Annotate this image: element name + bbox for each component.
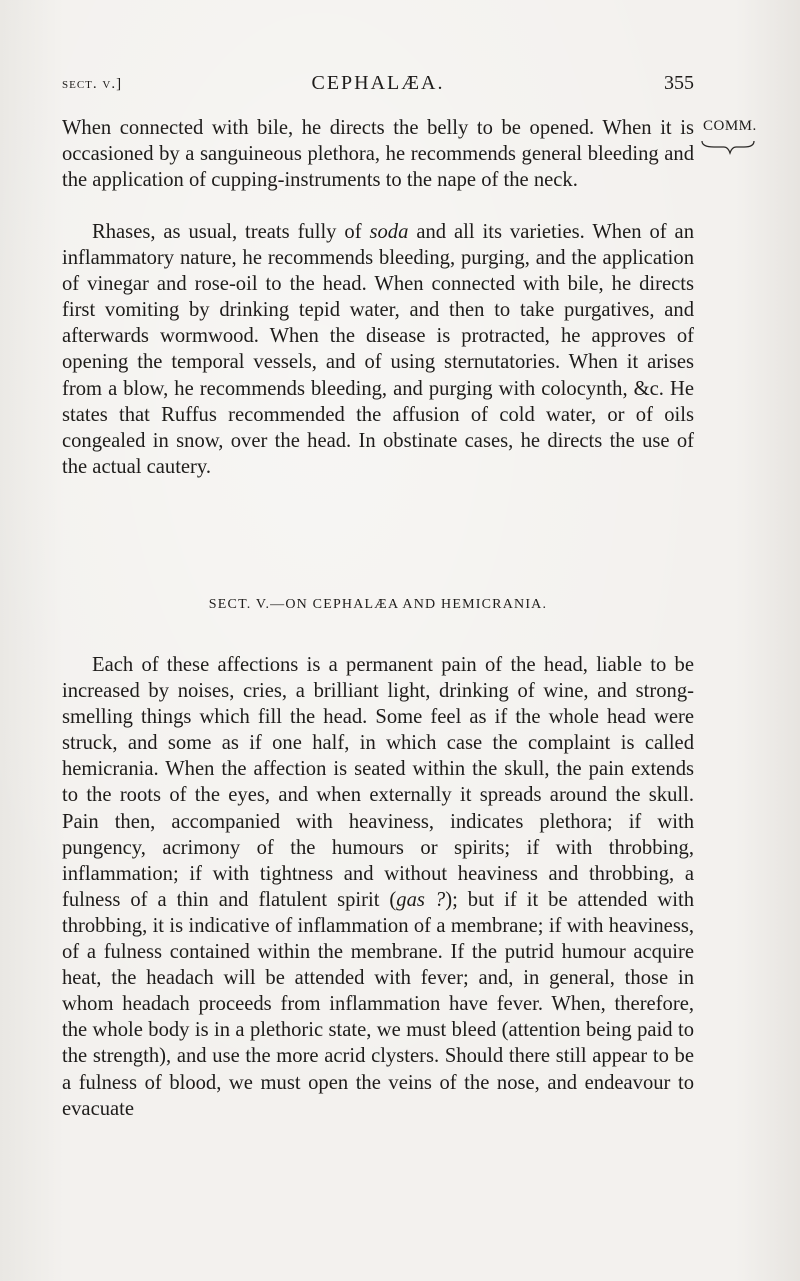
header-title: CEPHALÆA. [311, 72, 445, 94]
paragraph-2 [62, 219, 694, 480]
paragraph-3-text-b: ); but if it be attended with throbbing, it is indicative of inflammation of a membrane; if with heaviness, of a fulness contained within the membrane. If the putrid humour acquire heat, the headach will be attended with fever; and, in general, those in whom headach proceeds from inflammation have fever. When, therefore, the whole body is in a plethoric state, we must bleed (attention being paid to the strength), and use the more acrid clysters. Should there still appear to be a fulness of blood, we must open the veins of the nose, and endeavour to evacuate [62, 888, 694, 1120]
paragraph-3-text-a: Each of these affections is a permanent pain of the head, liable to be increased by noises, cries, a brilliant light, drinking of wine, and strong-smelling things which fill the head. Some feel as if the whole head were struck, and some as if one half, in which case the complaint is called hemicrania. When the affection is seated within the skull, the pain extends to the roots of the eyes, and when externally it spreads around the skull. Pain then, accompanied with heaviness, indicates plethora; if with pungency, acrimony of the humours or spirits; if with throbbing, inflammation; if with tightness and without heaviness and throbbing, a fulness of a thin and flatulent spirit ( [62, 654, 694, 911]
paragraph-2-text-b: and all its varieties. When of an inflammatory nature, he recommends bleeding, purging, and the application of vinegar and rose-oil to the head. When connected with bile, he directs first vomiting by drinking tepid water, and then to take purgatives, and afterwards wormwood. When the disease is protracted, he approves of opening the temporal vessels, and of using sternutatories. When it arises from a blow, he recommends bleeding, and purging with colocynth, &c. He states that Ruffus recommended the affusion of cold water, or of oils congealed in snow, over the head. In obstinate cases, he directs the use of the actual cautery. [62, 221, 694, 478]
running-header [62, 72, 694, 100]
paragraph-1: When connected with bile, he directs the belly to be opened. When it is occasioned by a sanguineous plethora, he recommends general bleeding and the application of cupping-instruments to the nape of the neck. [62, 117, 694, 192]
page-number: 355 [664, 72, 694, 94]
margin-note: COMM. [703, 118, 757, 134]
header-section: sect. v.] [62, 76, 123, 92]
paragraph-2-text-a: Rhases, as usual, treats fully of [92, 221, 370, 243]
paragraph-3 [62, 652, 694, 1122]
margin-brace-icon [700, 138, 756, 156]
paragraph-3-italic: gas ? [396, 888, 446, 911]
section-heading: SECT. V.—ON CEPHALÆA AND HEMICRANIA. [208, 597, 548, 612]
paragraph-2-italic: soda [369, 221, 409, 243]
